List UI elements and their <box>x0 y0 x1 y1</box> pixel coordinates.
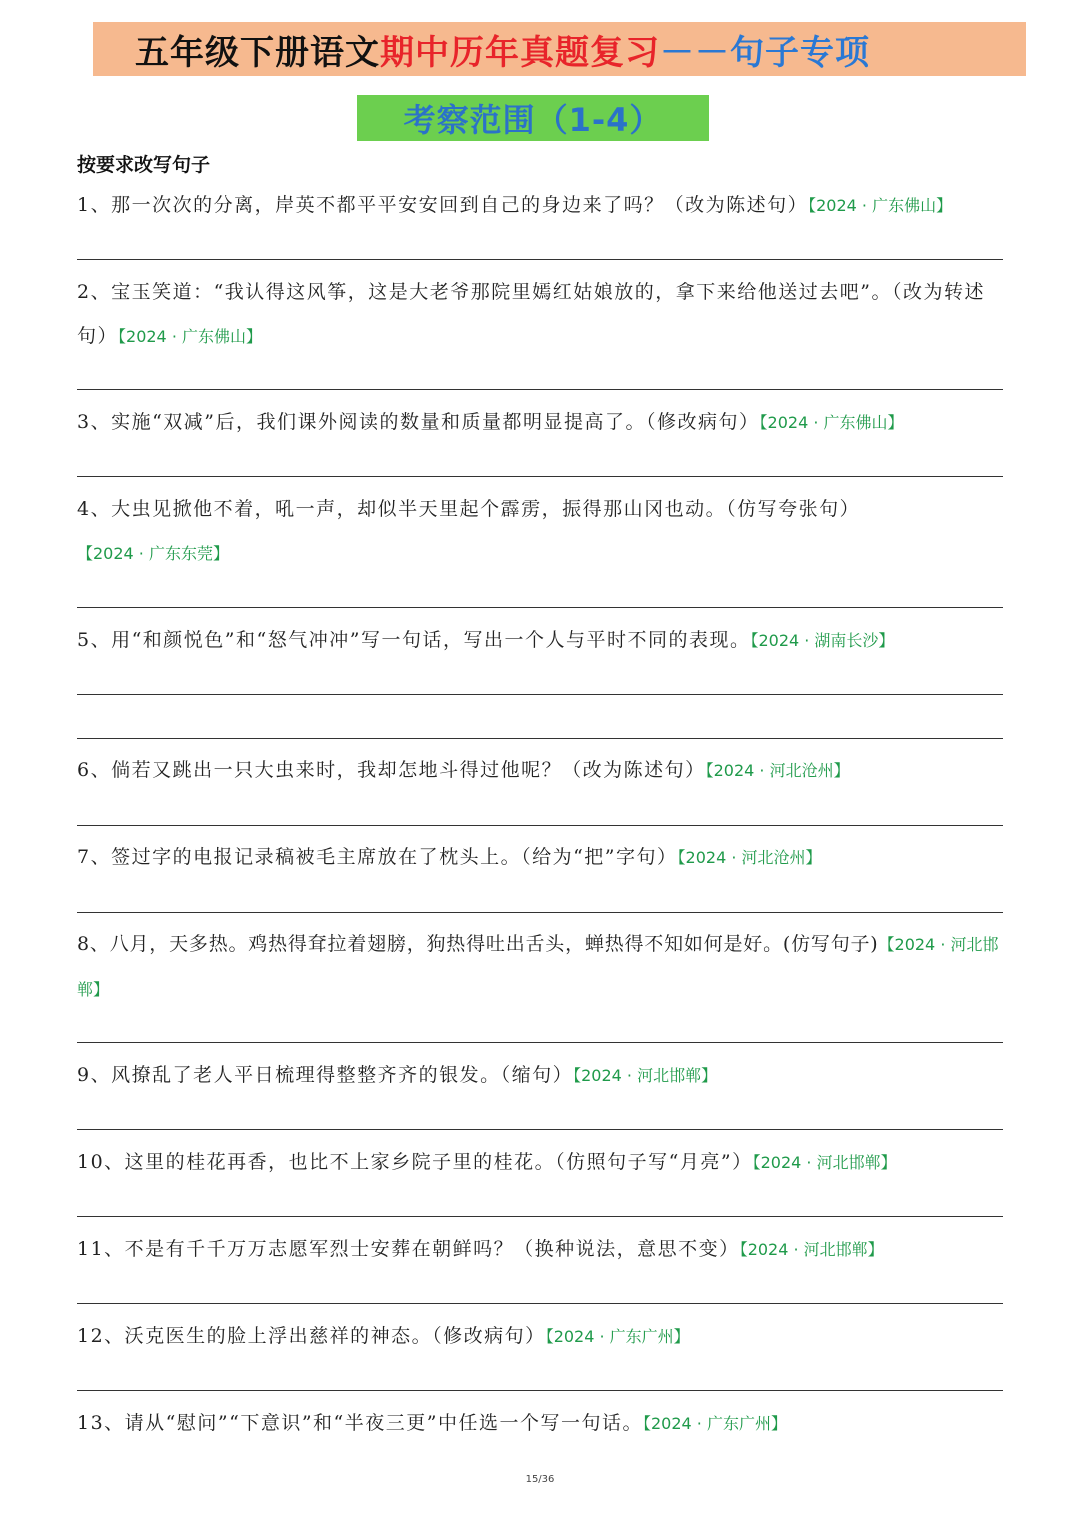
question-text: 12、沃克医生的脸上浮出慈祥的神态。（修改病句） <box>77 1325 546 1347</box>
answer-line <box>77 476 1003 477</box>
answer-line <box>77 1216 1003 1217</box>
question-source: 【2024 · 河北邯郸】 <box>739 1240 884 1259</box>
question-source: 【2024 · 河北邯郸】 <box>77 935 999 999</box>
question-source: 【2024 · 河北沧州】 <box>705 761 850 780</box>
question-text: 11、不是有千千万万志愿军烈士安葬在朝鲜吗？（换种说法，意思不变） <box>77 1238 740 1260</box>
question-5 <box>77 618 1003 663</box>
question-3 <box>77 400 1003 445</box>
question-text: 4、大虫见掀他不着，吼一声，却似半天里起个霹雳，振得那山冈也动。（仿写夸张句） <box>77 498 861 520</box>
question-text: 10、这里的桂花再香，也比不上家乡院子里的桂花。（仿照句子写“月亮”） <box>77 1151 753 1173</box>
question-source: 【2024 · 广东东莞】 <box>77 544 229 563</box>
question-9 <box>77 1053 1003 1098</box>
title-part-exam: 期中历年真题复习 <box>380 32 660 73</box>
title-part-topic: －－句子专项 <box>660 32 870 73</box>
answer-line <box>77 738 1003 739</box>
answer-line <box>77 694 1003 695</box>
question-text: 9、风撩乱了老人平日梳理得整整齐齐的银发。（缩句） <box>77 1064 574 1086</box>
question-text: 6、倘若又跳出一只大虫来时，我却怎地斗得过他呢？（改为陈述句） <box>77 759 706 781</box>
question-12 <box>77 1314 1003 1359</box>
question-6 <box>77 748 1003 793</box>
answer-line <box>77 389 1003 390</box>
question-13 <box>77 1401 1003 1446</box>
question-source: 【2024 · 广东广州】 <box>545 1327 690 1346</box>
question-10 <box>77 1140 1003 1185</box>
question-8 <box>77 922 1003 1012</box>
question-text: 13、请从“慰问”“下意识”和“半夜三更”中任选一个写一句话。 <box>77 1412 643 1434</box>
scope-banner: 考察范围（1-4） <box>357 95 709 141</box>
answer-line <box>77 259 1003 260</box>
question-text: 8、八月，天多热。鸡热得耷拉着翅膀，狗热得吐出舌头，蝉热得不知如何是好。(仿写句子) <box>77 933 879 955</box>
question-text: 1、那一次次的分离，岸英不都平平安安回到自己的身边来了吗？（改为陈述句） <box>77 194 809 216</box>
answer-line <box>77 912 1003 913</box>
question-1 <box>77 183 1003 228</box>
answer-line <box>77 607 1003 608</box>
question-source: 【2024 · 广东佛山】 <box>118 327 262 346</box>
page-number: 15/36 <box>525 1474 555 1485</box>
question-text: 5、用“和颜悦色”和“怒气冲冲”写一句话，写出一个人与平时不同的表现。 <box>77 629 751 651</box>
question-text: 7、签过字的电报记录稿被毛主席放在了枕头上。（给为“把”字句） <box>77 846 678 868</box>
question-source: 【2024 · 广东佛山】 <box>808 196 953 215</box>
answer-line <box>77 1390 1003 1391</box>
question-11 <box>77 1227 1003 1272</box>
question-4 <box>77 487 1003 576</box>
answer-line <box>77 1042 1003 1043</box>
question-2 <box>77 270 1003 359</box>
question-7 <box>77 835 1003 880</box>
question-source: 【2024 · 河北邯郸】 <box>573 1066 718 1085</box>
title-banner <box>93 22 1026 76</box>
question-source: 【2024 · 河北沧州】 <box>677 848 822 867</box>
question-source: 【2024 · 广东广州】 <box>642 1414 787 1433</box>
question-text: 3、实施“双减”后，我们课外阅读的数量和质量都明显提高了。（修改病句） <box>77 411 760 433</box>
question-source: 【2024 · 广东佛山】 <box>759 413 904 432</box>
title-part-grade: 五年级下册语文 <box>135 32 380 73</box>
answer-line <box>77 1129 1003 1130</box>
section-title: 按要求改写句子 <box>77 154 211 176</box>
question-source: 【2024 · 河北邯郸】 <box>752 1153 897 1172</box>
question-source: 【2024 · 湖南长沙】 <box>750 631 895 650</box>
answer-line <box>77 1303 1003 1304</box>
answer-line <box>77 825 1003 826</box>
question-text: 2、宝玉笑道：“我认得这风筝，这是大老爷那院里嫣红姑娘放的，拿下来给他送过去吧”。（改为转述句） <box>77 281 986 347</box>
